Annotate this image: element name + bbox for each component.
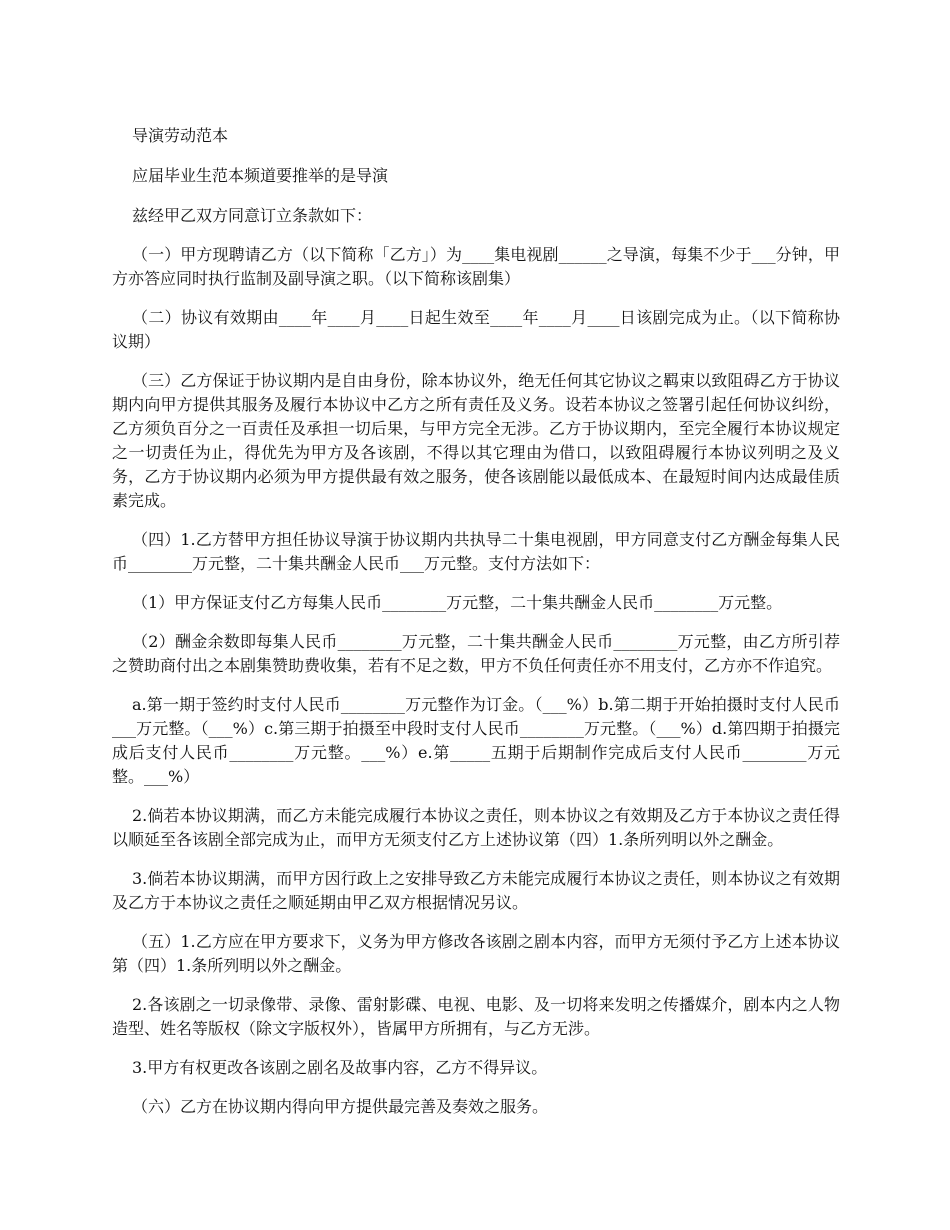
document-subtitle: 应届毕业生范本频道要推举的是导演 bbox=[132, 166, 389, 185]
paragraph-clause-3: （三）乙方保证于协议期内是自由身份，除本协议外，绝无任何其它协议之羁束以致阻碍乙方于协议期内向甲方提供其服务及履行本协议中乙方之所有责任及义务。设若本协议之签署引起任何协议纠纷，乙方须负百分之一百责任及承担一切后果，与甲方完全无涉。乙方于协议期内，至完全履行本协议规定之一切责任为止，得优先为甲方及各该剧，不得以其它理由为借口，以致阻碍履行本协议列明之及义务，乙方于协议期内必须为甲方提供最有效之服务，使各该剧能以最低成本、在最短时间内达成最佳质素完成。 bbox=[112, 371, 840, 510]
document-body bbox=[112, 124, 840, 1134]
paragraph-intro: 兹经甲乙双方同意订立条款如下： bbox=[132, 206, 373, 225]
paragraph-payment-schedule: a.第一期于签约时支付人民币________万元整作为订金。（___%）b.第二期于开始拍摄时支付人民币___万元整。（___%）c.第三期于拍摄至中段时支付人民币________万元整。（___%）d.第四期于拍摄完成后支付人民币________万元整。___%）e.第_____五期于后期制作完成后支付人民币________万元整。___%） bbox=[112, 695, 840, 786]
paragraph-clause-2: （二）协议有效期由____年____月____日起生效至____年____月____日该剧完成为止。（以下简称协议期） bbox=[112, 308, 840, 351]
paragraph-clause-4-2: 2.倘若本协议期满，而乙方未能完成履行本协议之责任，则本协议之有效期及乙方于本协议之责任得以顺延至各该剧全部完成为止，而甲方无须支付乙方上述协议第（四）1.条所列明以外之酬金。 bbox=[112, 806, 840, 849]
paragraph-clause-6: （六）乙方在协议期内得向甲方提供最完善及奏效之服务。 bbox=[132, 1097, 549, 1116]
paragraph-clause-5-3: 3.甲方有权更改各该剧之剧名及故事内容，乙方不得异议。 bbox=[132, 1058, 548, 1077]
paragraph-clause-1: （一）甲方现聘请乙方（以下简称「乙方」）为____集电视剧______之导演，每集不少于___分钟，甲方亦答应同时执行监制及副导演之职。（以下简称该剧集） bbox=[112, 245, 840, 288]
paragraph-clause-4: （四）1.乙方替甲方担任协议导演于协议期内共执导二十集电视剧，甲方同意支付乙方酬金每集人民币________万元整，二十集共酬金人民币___万元整。支付方法如下： bbox=[112, 530, 840, 573]
paragraph-clause-5-2: 2.各该剧之一切录像带、录像、雷射影碟、电视、电影、及一切将来发明之传播媒介，剧本内之人物造型、姓名等版权（除文字版权外），皆属甲方所拥有，与乙方无涉。 bbox=[112, 995, 840, 1038]
document-title: 导演劳动范本 bbox=[132, 126, 229, 145]
paragraph-clause-4-item-1: （1）甲方保证支付乙方每集人民币________万元整，二十集共酬金人民币________万元整。 bbox=[132, 593, 783, 612]
paragraph-clause-5: （五）1.乙方应在甲方要求下，义务为甲方修改各该剧之剧本内容，而甲方无须付予乙方上述本协议第（四）1.条所列明以外之酬金。 bbox=[112, 932, 840, 975]
paragraph-clause-4-3: 3.倘若本协议期满，而甲方因行政上之安排导致乙方未能完成履行本协议之责任，则本协议之有效期及乙方于本协议之责任之顺延期由甲乙双方根据情况另议。 bbox=[112, 869, 840, 912]
paragraph-clause-4-item-2: （2）酬金余数即每集人民币________万元整，二十集共酬金人民币________万元整，由乙方所引荐之赞助商付出之本剧集赞助费收集，若有不足之数，甲方不负任何责任亦不用支付，乙方亦不作追究。 bbox=[112, 632, 840, 675]
